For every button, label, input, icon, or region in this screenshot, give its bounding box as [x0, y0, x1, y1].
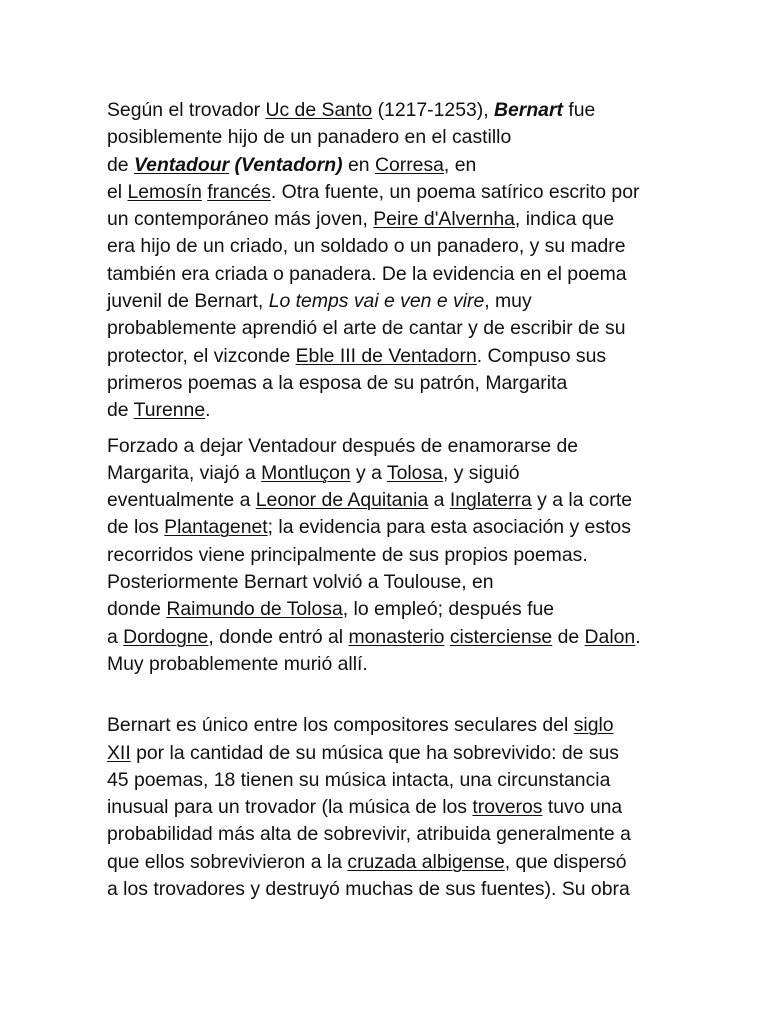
- text-line: [107, 651, 677, 678]
- text-run: en: [342, 153, 375, 176]
- text-run: (1217-1253),: [372, 99, 494, 121]
- link-uc-de-santo[interactable]: Uc de Santo: [265, 99, 373, 121]
- text-run: Margarita, viajó a: [107, 461, 262, 484]
- text-run: el: [107, 180, 128, 203]
- text-run: , muy: [484, 290, 532, 313]
- text-run: juvenil de Bernart,: [107, 290, 269, 313]
- text-run: de: [107, 399, 134, 422]
- text-run: , lo empleó; después fue: [342, 598, 555, 621]
- text-run: inusual para un trovador (la música de los: [107, 796, 473, 819]
- link-frances[interactable]: francés: [207, 180, 271, 203]
- text-run: .: [635, 625, 641, 648]
- text-run: primeros poemas a la esposa de su patrón, Margarita: [107, 371, 568, 394]
- link-raimundo-de-tolosa[interactable]: Raimundo de Tolosa: [166, 598, 343, 621]
- text-line: [107, 206, 677, 233]
- text-run: Posteriormente Bernart volvió a Toulouse, en: [107, 571, 494, 594]
- text-line: [107, 624, 677, 651]
- link-peire-d-alvernha[interactable]: Peire d'Alvernha: [373, 208, 515, 231]
- link-lemosin[interactable]: Lemosín: [127, 180, 202, 203]
- link-dordogne[interactable]: Dordogne: [123, 625, 209, 648]
- paragraph-1: [107, 97, 677, 425]
- link-monasterio[interactable]: monasterio: [348, 625, 445, 648]
- text-run: a: [107, 625, 124, 648]
- text-line: [107, 315, 677, 342]
- text-line: [107, 821, 677, 848]
- text-line: [107, 514, 677, 541]
- text-run: que ellos sobrevivieron a la: [107, 850, 348, 873]
- paragraph-spacer: [107, 678, 677, 712]
- text-line: [107, 487, 677, 514]
- text-run: ; la evidencia para esta asociación y estos: [267, 516, 631, 539]
- text-line: [107, 794, 677, 821]
- text-run: , que dispersó: [504, 850, 627, 873]
- text-run: y a la corte: [531, 489, 632, 512]
- text-line: [107, 542, 677, 569]
- text-run: , en: [443, 153, 477, 176]
- text-line: [107, 370, 677, 397]
- text-run: probablemente aprendió el arte de cantar y de escribir de su: [107, 317, 626, 340]
- text-line: [107, 740, 677, 767]
- text-run: .: [205, 399, 211, 422]
- link-xii[interactable]: XII: [107, 741, 131, 764]
- text-line: [107, 876, 677, 903]
- text-run: probabilidad más alta de sobrevivir, atribuida generalmente a: [107, 823, 631, 846]
- text-run: , indica que: [514, 208, 615, 231]
- text-run: recorridos viene principalmente de sus propios poemas.: [107, 543, 588, 566]
- link-inglaterra[interactable]: Inglaterra: [449, 489, 532, 512]
- text-run: también era criada o panadera. De la evidencia en el poema: [107, 262, 627, 285]
- link-cruzada-albigense[interactable]: cruzada albigense: [347, 850, 505, 873]
- text-run: tuvo una: [542, 796, 623, 819]
- link-leonor-de-aquitania[interactable]: Leonor de Aquitania: [255, 489, 429, 512]
- text-run: Bernart: [494, 99, 563, 121]
- link-corresa[interactable]: Corresa: [374, 153, 444, 176]
- link-tolosa[interactable]: Tolosa: [386, 461, 443, 484]
- link-turenne[interactable]: Turenne: [133, 399, 206, 422]
- text-run: . Compuso sus: [476, 344, 607, 367]
- text-line: [107, 569, 677, 596]
- link-dalon[interactable]: Dalon: [584, 625, 636, 648]
- text-line: [107, 343, 677, 370]
- text-run: protector, el vizconde: [107, 344, 296, 367]
- document-page: [107, 97, 677, 903]
- link-cisterciense[interactable]: cisterciense: [449, 625, 553, 648]
- text-run: donde: [107, 598, 167, 621]
- text-line: [107, 124, 677, 151]
- text-run: a los trovadores y destruyó muchas de sus fuentes). Su obra: [107, 878, 630, 901]
- paragraph-spacer: [107, 425, 677, 433]
- text-line: [107, 849, 677, 876]
- text-run: era hijo de un criado, un soldado o un panadero, y su madre: [107, 235, 626, 258]
- text-run: , y siguió: [442, 461, 520, 484]
- text-run: a: [428, 489, 450, 512]
- text-run: de los: [107, 516, 165, 539]
- text-line: [107, 712, 677, 739]
- text-run: (Ventadorn): [229, 153, 343, 176]
- text-run: Muy probablemente murió allí.: [107, 652, 368, 675]
- text-line: [107, 460, 677, 487]
- text-run: de: [107, 153, 134, 176]
- text-run: Forzado a dejar Ventadour después de enamorarse de: [107, 434, 579, 457]
- text-line: [107, 767, 677, 794]
- text-run: . Otra fuente, un poema satírico escrito por: [270, 180, 640, 203]
- text-run: fue: [562, 99, 596, 121]
- link-siglo[interactable]: siglo: [573, 714, 614, 737]
- text-run: de: [552, 625, 585, 648]
- paragraph-3: [107, 712, 677, 903]
- text-run: por la cantidad de su música que ha sobrevivido: de sus: [130, 741, 620, 764]
- text-line: [107, 179, 677, 206]
- text-run: Según el trovador: [107, 99, 266, 121]
- text-line: [107, 397, 677, 424]
- paragraph-2: [107, 433, 677, 679]
- link-montlucon[interactable]: Montluçon: [261, 461, 351, 484]
- text-line: [107, 261, 677, 288]
- text-run: un contemporáneo más joven,: [107, 208, 374, 231]
- text-line: [107, 288, 677, 315]
- link-ventadour[interactable]: Ventadour: [133, 153, 230, 176]
- text-run: , donde entró al: [208, 625, 349, 648]
- text-run: 45 poemas, 18 tienen su música intacta, una circunstancia: [107, 768, 611, 791]
- link-plantagenet[interactable]: Plantagenet: [164, 516, 268, 539]
- text-line: [107, 596, 677, 623]
- link-eble-iii-de-ventadorn[interactable]: Eble III de Ventadorn: [295, 344, 477, 367]
- text-run: y a: [350, 461, 387, 484]
- text-line: [107, 152, 677, 179]
- text-run: Bernart es único entre los compositores seculares del: [107, 714, 574, 737]
- text-line: [107, 97, 677, 124]
- text-line: [107, 433, 677, 460]
- text-run: eventualmente a: [107, 489, 256, 512]
- text-run: posiblemente hijo de un panadero en el castillo: [107, 126, 512, 149]
- text-line: [107, 233, 677, 260]
- text-run: Lo temps vai e ven e vire: [268, 290, 485, 313]
- link-troveros[interactable]: troveros: [472, 796, 543, 819]
